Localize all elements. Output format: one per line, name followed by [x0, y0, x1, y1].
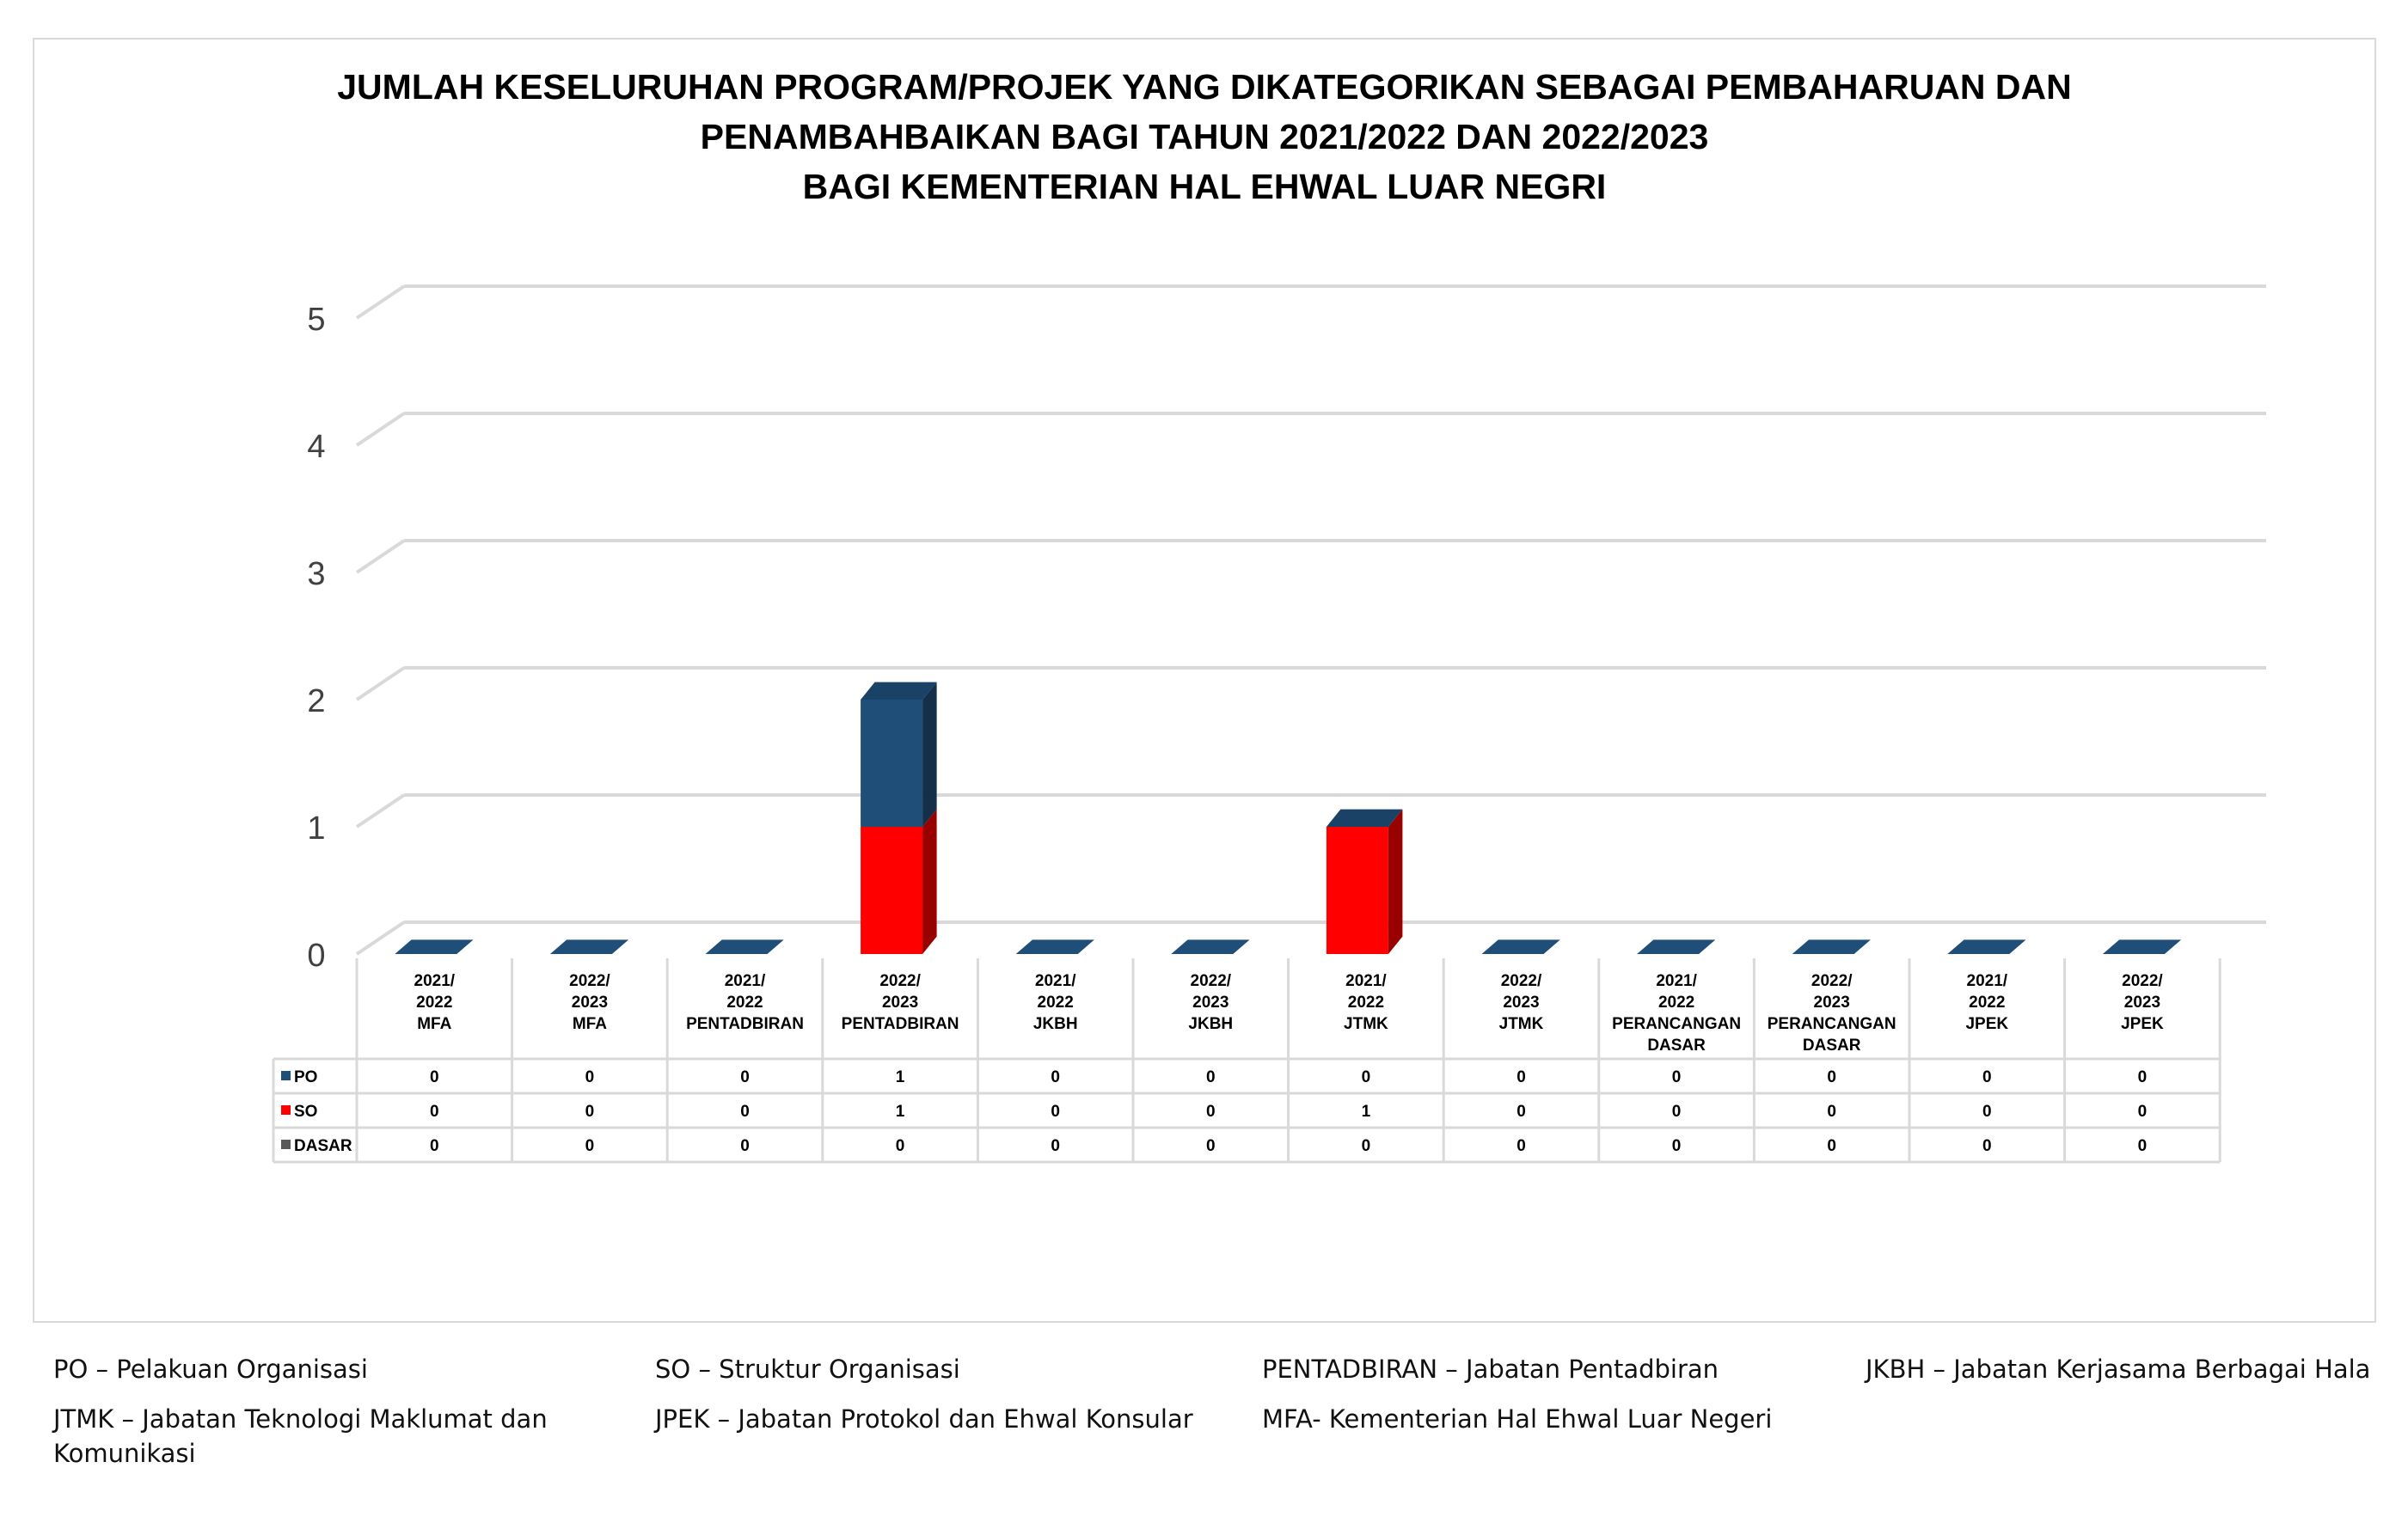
- table-value: 0: [1671, 1137, 1682, 1155]
- bar-po: [861, 700, 922, 827]
- abbreviation-notes: [0, 1345, 2408, 1517]
- note-po: PO – Pelakuan Organisasi: [53, 1355, 368, 1384]
- category-label: 2023: [881, 994, 919, 1012]
- category-label: 2021/: [414, 972, 456, 990]
- table-value: 0: [585, 1137, 595, 1155]
- category-label: JTMK: [1344, 1015, 1388, 1033]
- category-label: JPEK: [2121, 1015, 2164, 1033]
- category-label: 2023: [1813, 994, 1850, 1012]
- table-value: 0: [1671, 1103, 1682, 1121]
- bar-zero-cap: [395, 939, 473, 954]
- category-label: MFA: [417, 1015, 452, 1033]
- bar-zero-cap: [1482, 939, 1560, 954]
- bar-side-so: [922, 810, 937, 954]
- bar-zero-cap: [1792, 939, 1871, 954]
- category-label: 2021/: [724, 972, 766, 990]
- table-value: 0: [1051, 1068, 1060, 1086]
- table-value: 1: [895, 1103, 905, 1121]
- gridline-diagonal: [357, 668, 404, 700]
- bar-zero-cap: [2103, 939, 2181, 954]
- table-value: 0: [1516, 1103, 1526, 1121]
- bar-so: [1327, 827, 1388, 954]
- table-value: 0: [585, 1068, 595, 1086]
- y-tick-label: 3: [307, 556, 326, 592]
- category-label: PERANCANGAN: [1612, 1015, 1742, 1033]
- category-label: 2021/: [1656, 972, 1697, 990]
- table-value: 0: [430, 1068, 439, 1086]
- category-label: 2022/: [1500, 972, 1542, 990]
- table-value: 0: [1982, 1137, 1992, 1155]
- bar-zero-cap: [1947, 939, 2025, 954]
- bar-zero-cap: [706, 939, 784, 954]
- y-tick-label: 5: [307, 302, 326, 338]
- gridline-diagonal: [357, 795, 404, 827]
- gridline-diagonal: [357, 922, 404, 954]
- legend-swatch-dasar: [281, 1140, 291, 1149]
- category-label: 2022: [1969, 994, 2006, 1012]
- legend-label-dasar: DASAR: [294, 1137, 352, 1155]
- note-mfa: MFA- Kementerian Hal Ehwal Luar Negeri: [1262, 1404, 1773, 1434]
- table-value: 0: [1827, 1137, 1836, 1155]
- category-label: PENTADBIRAN: [841, 1015, 959, 1033]
- note-jpek: JPEK – Jabatan Protokol dan Ehwal Konsular: [655, 1404, 1193, 1434]
- category-label: 2023: [1503, 994, 1540, 1012]
- category-label: 2022: [1657, 994, 1695, 1012]
- table-value: 0: [1827, 1103, 1836, 1121]
- legend-swatch-so: [281, 1105, 291, 1115]
- bar-zero-cap: [550, 939, 628, 954]
- category-label: 2022/: [1811, 972, 1853, 990]
- table-value: 0: [585, 1103, 595, 1121]
- gridline-diagonal: [357, 541, 404, 572]
- bar-zero-cap: [1016, 939, 1094, 954]
- table-value: 0: [1982, 1068, 1992, 1086]
- y-tick-label: 2: [307, 683, 326, 719]
- table-value: 0: [1361, 1137, 1371, 1155]
- category-label: JKBH: [1032, 1015, 1078, 1033]
- category-label: JKBH: [1188, 1015, 1234, 1033]
- legend-label-so: SO: [294, 1103, 318, 1121]
- category-label: JTMK: [1498, 1015, 1544, 1033]
- table-value: 0: [895, 1137, 905, 1155]
- y-tick-label: 0: [307, 938, 326, 974]
- table-value: 1: [1361, 1103, 1371, 1121]
- note-jkbh: JKBH – Jabatan Kerjasama Berbagai Hala: [1866, 1355, 2371, 1384]
- table-value: 0: [430, 1103, 439, 1121]
- category-label: 2021/: [1345, 972, 1387, 990]
- note-jtmk: JTMK – Jabatan Teknologi Maklumat dan Komunikasi: [53, 1404, 548, 1468]
- category-label: DASAR: [1802, 1037, 1861, 1055]
- note-pentadbiran: PENTADBIRAN – Jabatan Pentadbiran: [1262, 1355, 1719, 1384]
- table-value: 0: [1051, 1103, 1060, 1121]
- table-value: 0: [740, 1068, 750, 1086]
- note-so: SO – Struktur Organisasi: [655, 1355, 960, 1384]
- bar-zero-cap: [1637, 939, 1715, 954]
- category-label: MFA: [572, 1015, 607, 1033]
- category-label: 2022/: [1190, 972, 1232, 990]
- table-value: 0: [2137, 1068, 2148, 1086]
- table-value: 0: [1361, 1068, 1371, 1086]
- table-value: 0: [1516, 1068, 1526, 1086]
- bar-side-po: [922, 682, 937, 827]
- legend-swatch-po: [281, 1071, 291, 1080]
- category-label: 2022: [1347, 994, 1385, 1012]
- chart-title-line-3: BAGI KEMENTERIAN HAL EHWAL LUAR NEGRI: [802, 167, 1607, 206]
- bar-so: [861, 827, 922, 954]
- category-label: 2022/: [879, 972, 921, 990]
- category-label: 2022/: [569, 972, 610, 990]
- table-value: 0: [1516, 1137, 1526, 1155]
- table-value: 0: [1206, 1137, 1216, 1155]
- table-value: 0: [1206, 1068, 1216, 1086]
- chart-title-line-1: JUMLAH KESELURUHAN PROGRAM/PROJEK YANG DIKATEGORIKAN SEBAGAI PEMBAHARUAN DAN: [337, 67, 2072, 107]
- category-label: 2021/: [1966, 972, 2008, 990]
- category-label: 2023: [1192, 994, 1229, 1012]
- category-label: 2022: [416, 994, 453, 1012]
- chart-title-line-2: PENAMBAHBAIKAN BAGI TAHUN 2021/2022 DAN 2022/2023: [700, 117, 1709, 156]
- category-label: 2023: [571, 994, 609, 1012]
- table-value: 0: [430, 1137, 439, 1155]
- table-value: 0: [1206, 1103, 1216, 1121]
- category-label: DASAR: [1647, 1037, 1706, 1055]
- category-label: 2022: [726, 994, 763, 1012]
- category-label: PENTADBIRAN: [686, 1015, 804, 1033]
- gridline-diagonal: [357, 413, 404, 445]
- category-label: 2023: [2123, 994, 2161, 1012]
- table-value: 0: [740, 1137, 750, 1155]
- table-value: 0: [740, 1103, 750, 1121]
- category-label: PERANCANGAN: [1767, 1015, 1896, 1033]
- table-value: 1: [895, 1068, 905, 1086]
- category-label: 2021/: [1034, 972, 1076, 990]
- table-value: 0: [1671, 1068, 1682, 1086]
- category-label: 2022/: [2122, 972, 2163, 990]
- table-value: 0: [1827, 1068, 1836, 1086]
- category-label: 2022: [1037, 994, 1074, 1012]
- table-value: 0: [2137, 1103, 2148, 1121]
- legend-label-po: PO: [294, 1068, 318, 1086]
- category-label: JPEK: [1965, 1015, 2009, 1033]
- y-tick-label: 1: [307, 810, 326, 847]
- table-value: 0: [1982, 1103, 1992, 1121]
- bar-zero-cap: [1171, 939, 1249, 954]
- bar-side-so: [1388, 810, 1403, 954]
- table-value: 0: [2137, 1137, 2148, 1155]
- y-tick-label: 4: [307, 429, 326, 465]
- gridline-diagonal: [357, 286, 404, 318]
- table-value: 0: [1051, 1137, 1060, 1155]
